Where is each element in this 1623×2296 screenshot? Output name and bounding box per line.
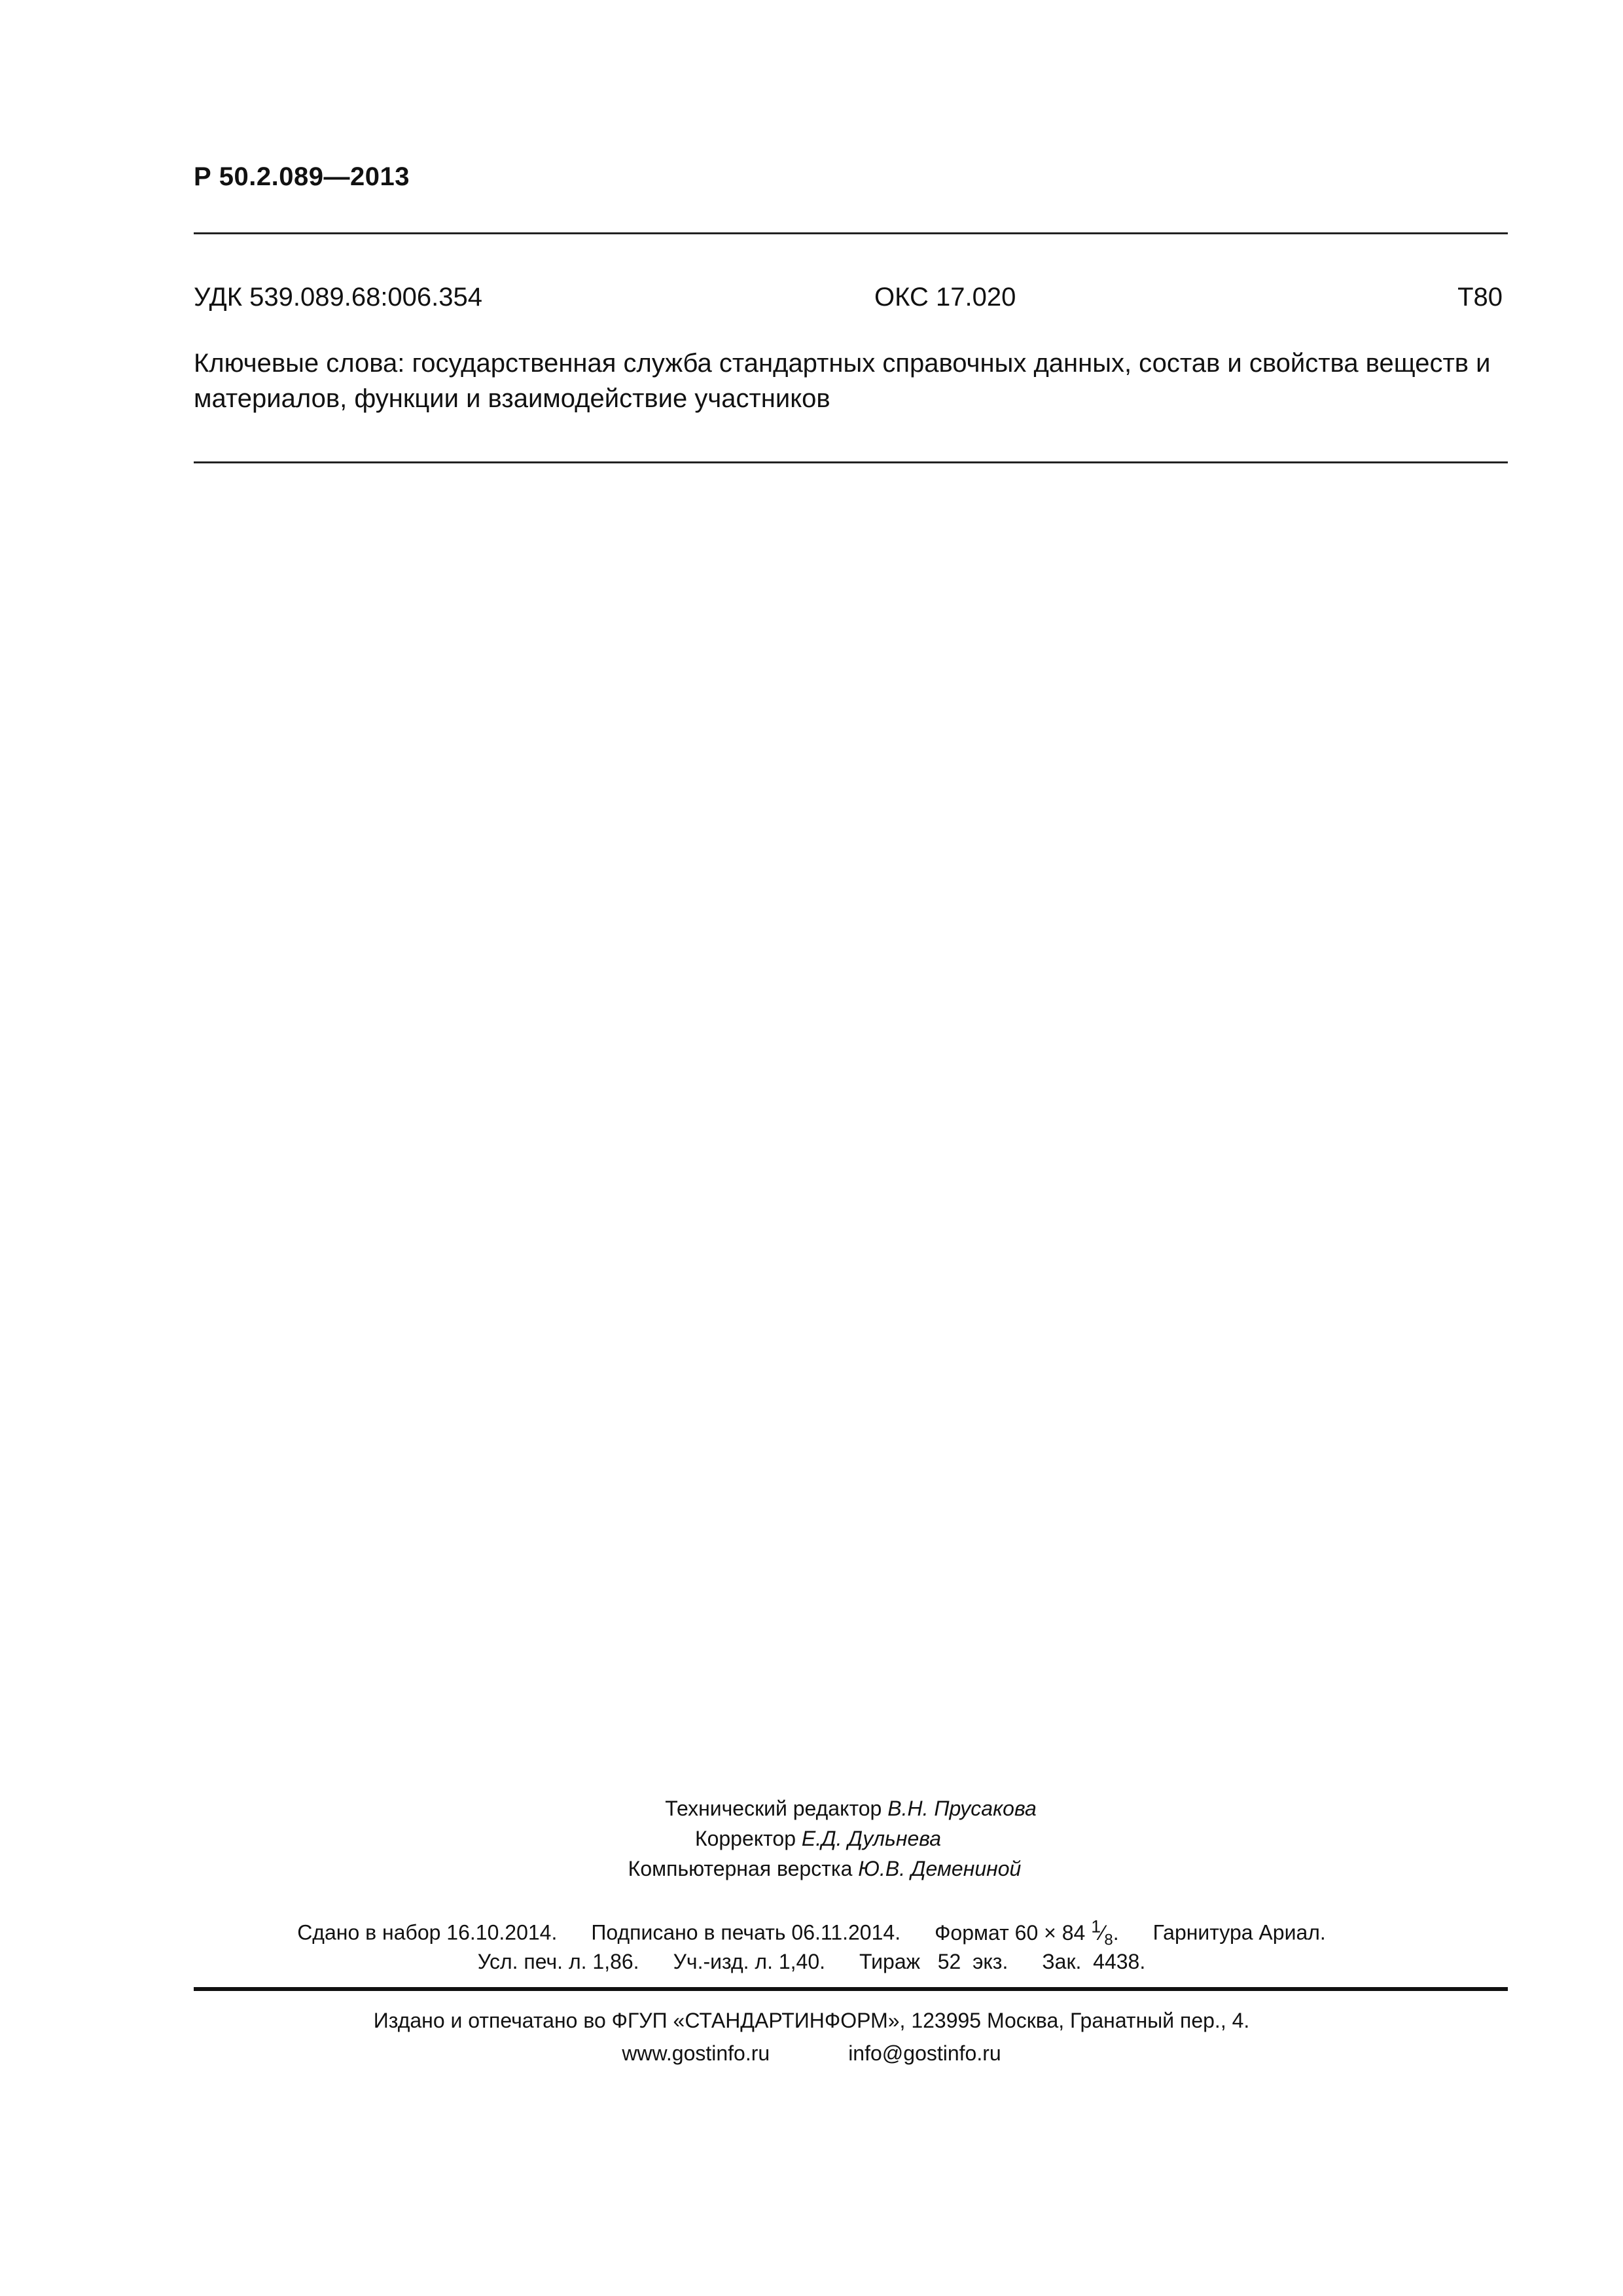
signed-date: Подписано в печать 06.11.2014. xyxy=(591,1920,901,1945)
layout-label: Компьютерная верстка xyxy=(628,1857,853,1880)
publisher-email-link[interactable]: info@gostinfo.ru xyxy=(848,2041,1001,2065)
oks-code: ОКС 17.020 xyxy=(874,283,1016,312)
print-sheets: Усл. печ. л. 1,86. xyxy=(477,1950,639,1973)
order-number: Зак. 4438. xyxy=(1042,1950,1146,1973)
publisher-line: Издано и отпечатано во ФГУП «СТАНДАРТИНФОРМ», 123995 Москва, Гранатный пер., 4. xyxy=(373,2009,1250,2032)
submitted-date: Сдано в набор 16.10.2014. xyxy=(297,1920,558,1945)
technical-editor-label: Технический редактор xyxy=(665,1797,882,1820)
layout-line xyxy=(0,1854,1623,1884)
keywords-divider xyxy=(194,461,1508,463)
format-fraction-denominator: 8 xyxy=(1104,1931,1113,1949)
format-fraction-numerator: 1 xyxy=(1091,1916,1101,1936)
corrector-name: Е.Д. Дульнева xyxy=(801,1827,942,1850)
layout-name: Ю.В. Демениной xyxy=(858,1857,1022,1880)
paper-format: Формат 60 × 84 $^1⁄_8$. xyxy=(935,1916,1119,1949)
bottom-divider xyxy=(194,1987,1508,1991)
classification-row xyxy=(194,283,1503,315)
credits-block xyxy=(0,1793,1623,1884)
corrector-line xyxy=(0,1823,1623,1854)
udk-code: УДК 539.089.68:006.354 xyxy=(194,283,483,312)
top-divider xyxy=(194,232,1508,234)
circulation: Тираж 52 экз. xyxy=(859,1950,1008,1973)
technical-editor-line xyxy=(0,1793,1623,1823)
publisher-contacts xyxy=(0,2037,1623,2070)
keywords-paragraph: Ключевые слова: государственная служба стандартных справочных данных, состав и свойства веществ и материалов, функции и взаимодействие участников xyxy=(194,349,1491,413)
print-info-line-2 xyxy=(0,1944,1623,1979)
document-code: Р 50.2.089—2013 xyxy=(194,162,410,191)
publisher-sheets: Уч.-изд. л. 1,40. xyxy=(673,1950,826,1973)
technical-editor-name: В.Н. Прусакова xyxy=(887,1797,1037,1820)
publisher-website-link[interactable]: www.gostinfo.ru xyxy=(622,2041,770,2065)
corrector-label: Корректор xyxy=(694,1827,796,1850)
typeface: Гарнитура Ариал. xyxy=(1152,1920,1326,1945)
okp-code: Т80 xyxy=(1457,283,1503,312)
